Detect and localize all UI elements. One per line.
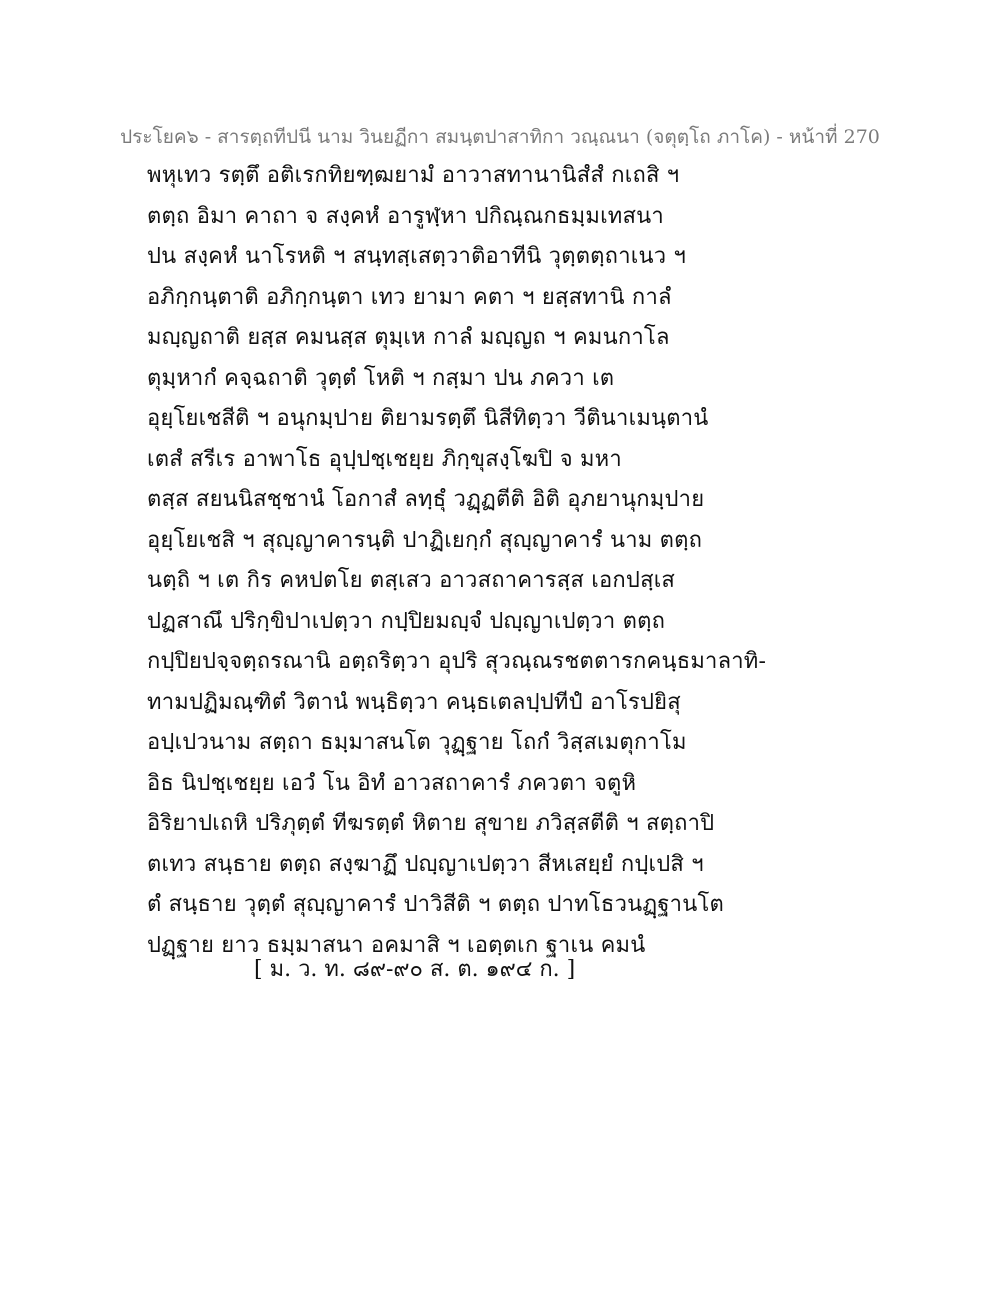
text-line: ตสฺส สยนนิสชฺชานํ โอกาสํ ลทฺธุํ วฏฺฏตีติ อิติ อุภยานุกมฺปาย	[147, 487, 705, 512]
text-line: นตฺถิ ฯ เต กิร คหปตโย ตสฺเสว อาวสถาคารสฺส เอกปสฺเส	[147, 568, 676, 593]
source-reference: [ ม. ว. ท. ๘๙-๙๐ ส. ต. ๑๙๔ ก. ]	[254, 957, 576, 982]
text-line: ปน สงฺคหํ นาโรหติ ฯ สนฺทสฺเสตฺวาติอาทีนิ วุตฺตตฺถาเนว ฯ	[147, 244, 687, 269]
running-header: ประโยค๖ - สารตฺถทีปนี นาม วินยฏีกา สมนฺตปาสาทิกา วณฺณนา (จตุตฺโถ ภาโค) - หน้าที่ 270	[120, 126, 880, 148]
text-line: เตสํ สรีเร อาพาโธ อุปฺปชฺเชยฺย ภิกฺขุสงฺโฆปิ จ มหา	[147, 446, 622, 472]
text-line: อิธ นิปชฺเชยฺย เอวํ โน อิทํ อาวสถาคารํ ภควตา จตูหิ	[147, 770, 637, 796]
text-line: อุยฺโยเชสิ ฯ สุญฺญาคารนฺติ ปาฏิเยกฺกํ สุญฺญาคารํ นาม ตตฺถ	[147, 527, 703, 553]
text-line: อิริยาปเถหิ ปริภุตฺตํ ทีฆรตฺตํ หิตาย สุขาย ภวิสฺสตีติ ฯ สตฺถาปิ	[147, 811, 715, 836]
text-line: อุยฺโยเชสีติ ฯ อนุกมฺปาย ติยามรตฺตึ นิสีทิตฺวา วีตินาเมนฺตานํ	[147, 406, 709, 431]
body-text	[147, 156, 767, 966]
text-line: กปฺปิยปจฺจตฺถรณานิ อตฺถริตฺวา อุปริ สุวณฺณรชตตารกคนฺธมาลาทิ-	[147, 649, 767, 674]
text-line: อปฺเปวนาม สตฺถา ธมฺมาสนโต วุฏฺฐาย โถกํ วิสฺสเมตุกาโม	[147, 730, 687, 755]
text-line: ตตฺถ อิมา คาถา จ สงฺคหํ อารูฬฺหา ปกิณฺณกธมฺมเทสนา	[147, 203, 664, 229]
text-line: พหุเทว รตฺตึ อติเรกทิยฑฺฒยามํ อาวาสทานานิสํสํ กเถสิ ฯ	[147, 163, 680, 188]
text-line: ปฏสาณึ ปริกฺขิปาเปตฺวา กปฺปิยมญฺจํ ปญฺญาเปตฺวา ตตฺถ	[147, 608, 666, 634]
text-line: อภิกฺกนฺตาติ อภิกฺกนฺตา เทว ยามา คตา ฯ ยสฺสทานิ กาลํ	[147, 284, 672, 310]
text-line: ปฏฺฐาย ยาว ธมฺมาสนา อคมาสิ ฯ เอตฺตเก ฐาเน คมนํ	[147, 932, 646, 958]
text-line: มญฺญถาติ ยสฺส คมนสฺส ตุมฺเห กาลํ มญฺญถ ฯ คมนกาโล	[147, 325, 670, 350]
text-line: ตํ สนฺธาย วุตฺตํ สุญฺญาคารํ ปาวิสีติ ฯ ตตฺถ ปาทโธวนฏฺฐานโต	[147, 892, 724, 917]
text-line: ทามปฏิมณฺฑิตํ วิตานํ พนฺธิตฺวา คนฺธเตลปฺปทีปํ อาโรปยิสุ	[147, 689, 681, 715]
text-line: ตเทว สนฺธาย ตตฺถ สงฺฆาฏึ ปญฺญาเปตฺวา สีหเสยฺยํ กปฺเปสิ ฯ	[147, 851, 704, 877]
text-line: ตุมฺหากํ คจฺฉถาติ วุตฺตํ โหติ ฯ กสฺมา ปน ภควา เต	[147, 365, 615, 391]
